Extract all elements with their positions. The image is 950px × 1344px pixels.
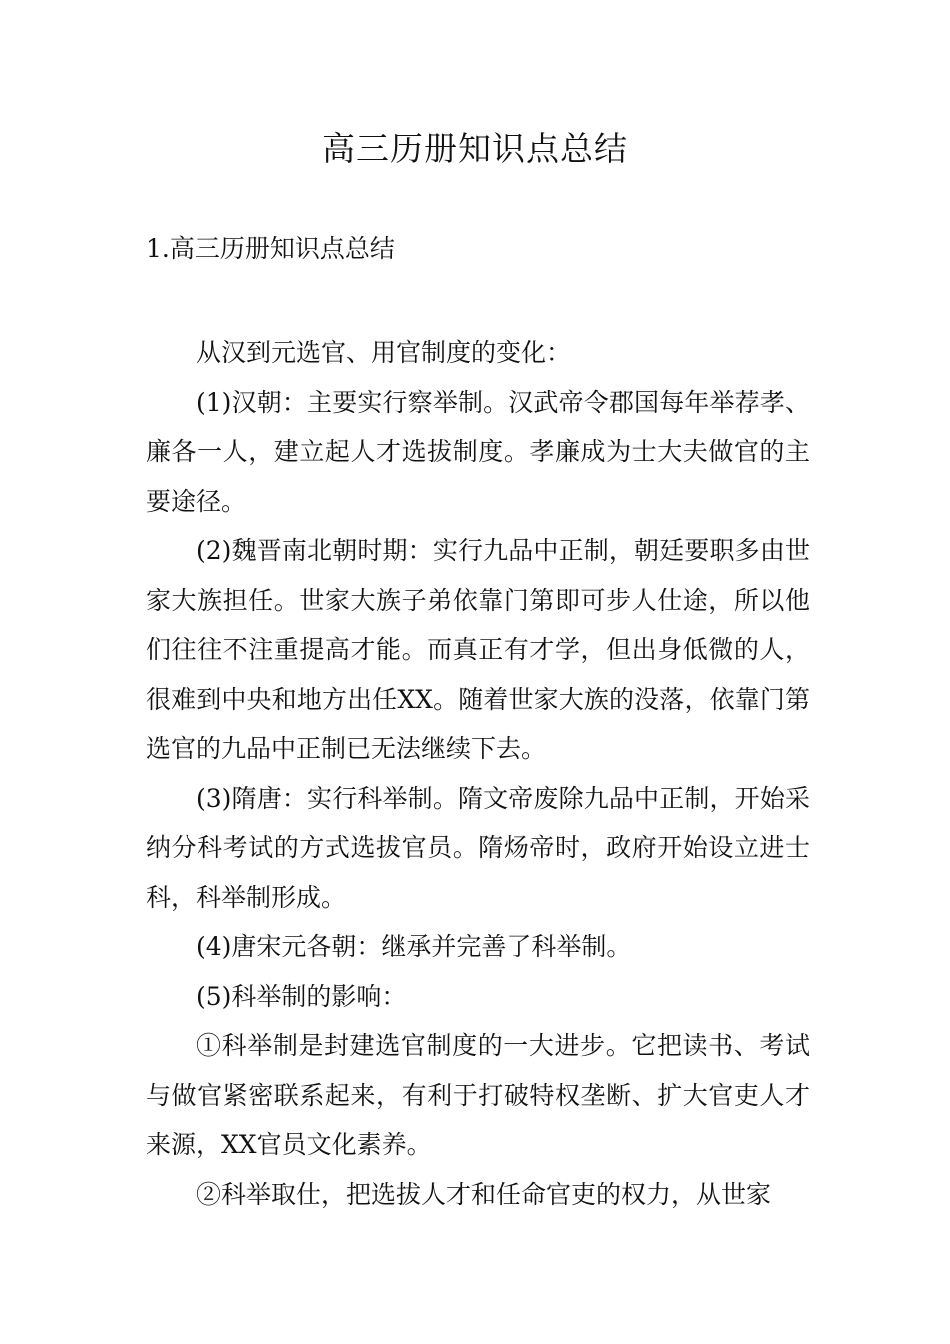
paragraph-han: (1)汉朝：主要实行察举制。汉武帝令郡国每年举荐孝、廉各一人，建立起人才选拔制度。孝廉成为士大夫做官的主要途径。 <box>146 387 810 516</box>
document-body <box>146 328 810 1219</box>
paragraph-tang-song-yuan: (4)唐宋元各朝：继承并完善了科举制。 <box>196 932 632 961</box>
paragraph-influence-1: ①科举制是封建选官制度的一大进步。它把读书、考试与做官紧密联系起来，有利于打破特权垄断、扩大官吏人才来源，XX官员文化素养。 <box>146 1031 810 1159</box>
paragraph-influence-2: ②科举取仕，把选拔人才和任命官吏的权力，从世家 <box>196 1179 772 1209</box>
paragraph-sui-tang: (3)隋唐：实行科举制。隋文帝废除九品中正制，开始采纳分科考试的方式选拔官员。隋炀帝时，政府开始设立进士科，科举制形成。 <box>146 783 810 912</box>
paragraph-intro: 从汉到元选官、用官制度的变化： <box>196 338 572 367</box>
paragraph-influence-heading: (5)科举制的影响： <box>196 981 407 1011</box>
document-title: 高三历册知识点总结 <box>322 129 628 168</box>
section-heading: 1.高三历册知识点总结 <box>146 234 395 263</box>
paragraph-wei-jin: (2)魏晋南北朝时期：实行九品中正制，朝廷要职多由世家大族担任。世家大族子弟依靠门第即可步人仕途，所以他们往往不注重提高才能。而真正有才学，但出身低微的人，很难到中央和地方出任XX。随着世家大族的没落，依靠门第选官的九品中正制已无法继续下去。 <box>146 536 810 763</box>
